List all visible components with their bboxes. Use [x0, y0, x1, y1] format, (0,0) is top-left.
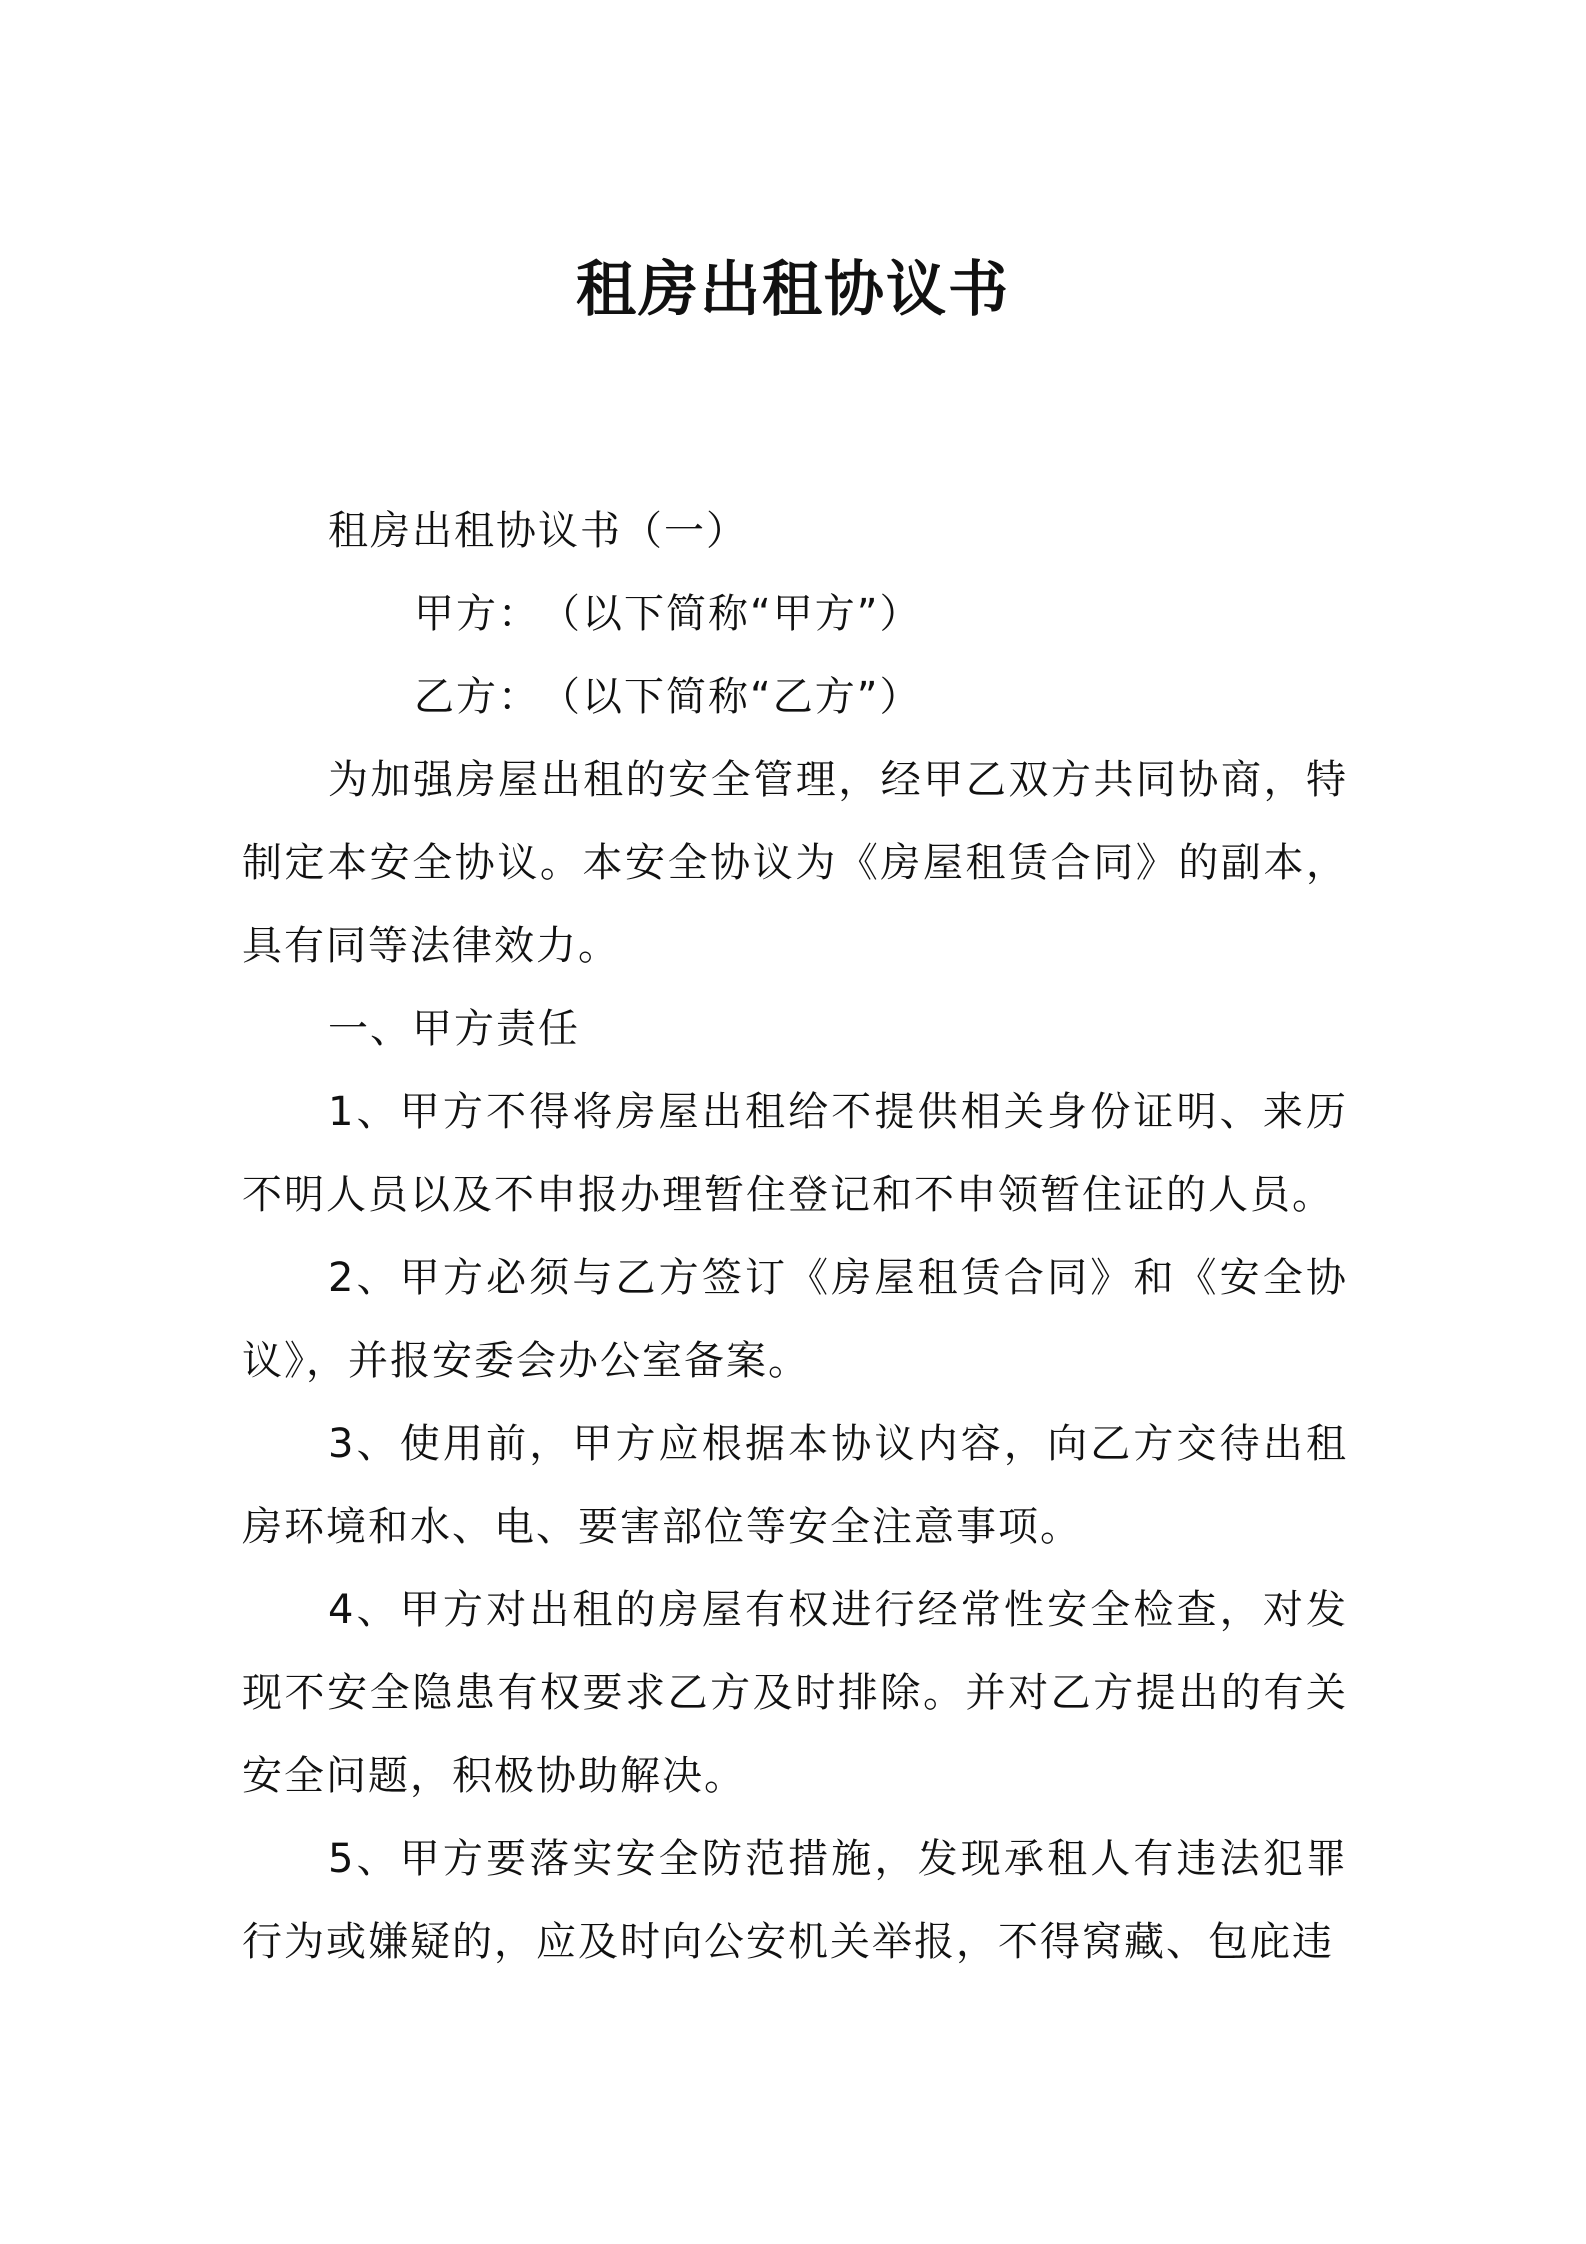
- section-heading: 一、甲方责任: [328, 1006, 580, 1052]
- clause-paragraph: 2、甲方必须与乙方签订《房屋租赁合同》和《安全协议》，并报安委会办公室备案。: [242, 1255, 1348, 1384]
- document-subtitle: 租房出租协议书（一）: [328, 508, 748, 554]
- clause-paragraph: 1、甲方不得将房屋出租给不提供相关身份证明、来历不明人员以及不申报办理暂住登记和不申领暂住证的人员。: [242, 1089, 1348, 1218]
- party-b-note: （以下简称“乙方”）: [540, 674, 922, 720]
- party-b-line: [242, 656, 1348, 739]
- party-a-line: [242, 573, 1348, 656]
- document-body: [242, 490, 1348, 1984]
- document-title: 租房出租协议书: [576, 255, 1010, 325]
- party-b-label: 乙方：: [414, 674, 540, 720]
- clause-paragraph: 5、甲方要落实安全防范措施，发现承租人有违法犯罪行为或嫌疑的，应及时向公安机关举报，不得窝藏、包庇违: [242, 1836, 1348, 1965]
- clause-paragraph: 4、甲方对出租的房屋有权进行经常性安全检查，对发现不安全隐患有权要求乙方及时排除。并对乙方提出的有关安全问题，积极协助解决。: [242, 1587, 1348, 1799]
- intro-paragraph: 为加强房屋出租的安全管理，经甲乙双方共同协商，特制定本安全协议。本安全协议为《房屋租赁合同》的副本，具有同等法律效力。: [242, 757, 1348, 969]
- party-a-label: 甲方：: [414, 591, 540, 637]
- party-a-note: （以下简称“甲方”）: [540, 591, 922, 637]
- clause-paragraph: 3、使用前，甲方应根据本协议内容，向乙方交待出租房环境和水、电、要害部位等安全注意事项。: [242, 1421, 1348, 1550]
